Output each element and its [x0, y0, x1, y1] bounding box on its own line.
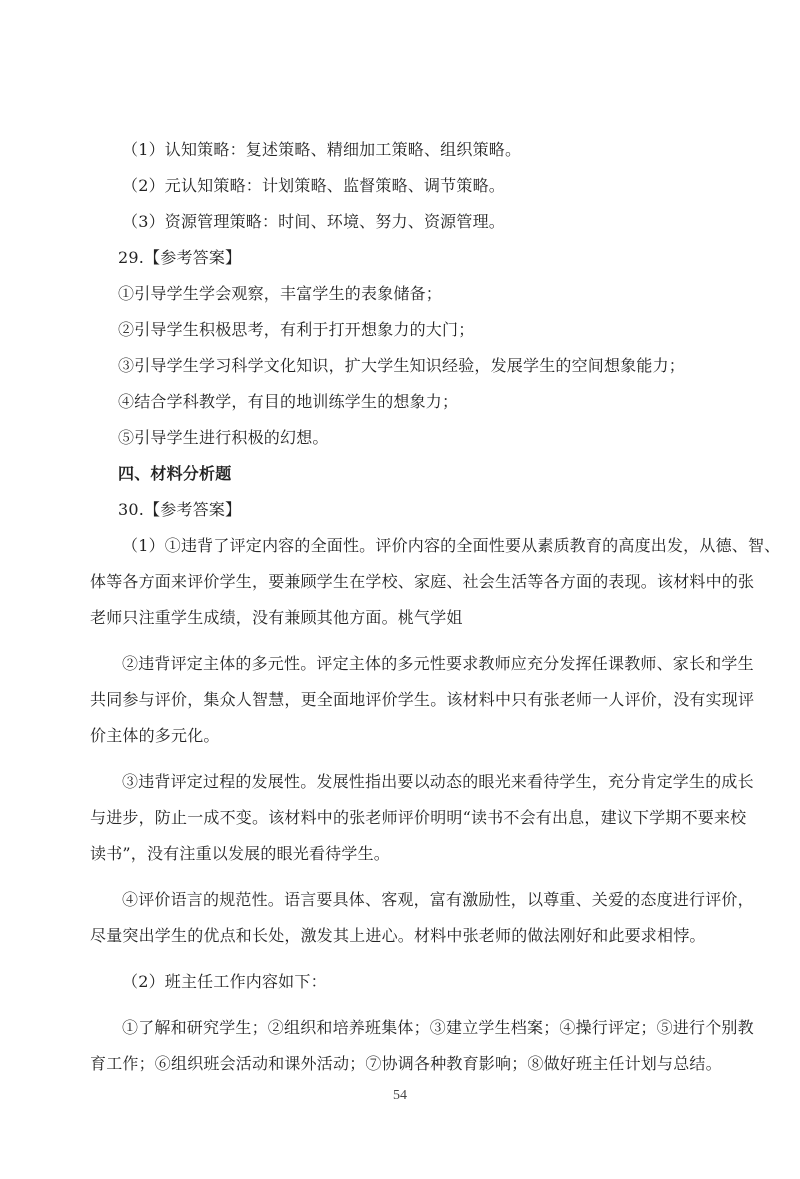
q29-item-2: ②引导学生积极思考，有利于打开想象力的大门； [118, 320, 475, 339]
q30-part1-paragraph-1 [90, 528, 781, 636]
q30-p1-line-1: （1）①违背了评定内容的全面性。评价内容的全面性要从素质教育的高度出发，从德、智、 [122, 536, 781, 555]
q29-item-4: ④结合学科教学，有目的地训练学生的想象力； [118, 392, 459, 411]
q30-p2-line-1: ②违背评定主体的多元性。评定主体的多元性要求教师应充分发挥任课教师、家长和学生 [122, 654, 754, 673]
q30-part1-paragraph-4 [90, 882, 754, 954]
q30-p4-line-2: 尽量突出学生的优点和长处，激发其上进心。材料中张老师的做法刚好和此要求相悖。 [90, 926, 706, 945]
q30-p3-line-3: 读书”，没有注重以发展的眼光看待学生。 [90, 844, 390, 863]
q30-p1-line-2: 体等各方面来评价学生，要兼顾学生在学校、家庭、社会生活等各方面的表现。该材料中的张 [90, 572, 755, 591]
strategy-cognitive: （1）认知策略：复述策略、精细加工策略、组织策略。 [122, 140, 522, 159]
q30-part2-heading: （2）班主任工作内容如下： [122, 972, 327, 991]
q30-part2-line-2: 育工作；⑥组织班会活动和课外活动；⑦协调各种教育影响；⑧做好班主任计划与总结。 [90, 1054, 722, 1073]
q30-p1-line-3: 老师只注重学生成绩，没有兼顾其他方面。桃气学姐 [90, 608, 463, 627]
q30-p2-line-2: 共同参与评价，集众人智慧，更全面地评价学生。该材料中只有张老师一人评价，没有实现评 [90, 690, 755, 709]
strategy-metacognitive: （2）元认知策略：计划策略、监督策略、调节策略。 [122, 176, 505, 195]
q30-heading: 30.【参考答案】 [118, 500, 242, 519]
section-four-heading: 四、材料分析题 [118, 464, 232, 483]
q29-item-5: ⑤引导学生进行积极的幻想。 [118, 428, 329, 447]
q30-part1-paragraph-3 [90, 764, 754, 872]
q30-part2-paragraph [90, 1010, 754, 1082]
page-content [90, 132, 781, 1082]
q30-p4-line-1: ④评价语言的规范性。语言要具体、客观，富有激励性，以尊重、关爱的态度进行评价， [122, 890, 754, 909]
q29-heading: 29.【参考答案】 [118, 248, 242, 267]
q30-part2-line-1: ①了解和研究学生；②组织和培养班集体；③建立学生档案；④操行评定；⑤进行个别教 [122, 1018, 754, 1037]
q30-p3-line-1: ③违背评定过程的发展性。发展性指出要以动态的眼光来看待学生，充分肯定学生的成长 [122, 772, 754, 791]
q30-part1-paragraph-2 [90, 646, 755, 754]
page-number: 54 [393, 1088, 407, 1103]
q29-item-1: ①引导学生学会观察，丰富学生的表象储备； [118, 284, 443, 303]
q29-item-3: ③引导学生学习科学文化知识，扩大学生知识经验，发展学生的空间想象能力； [118, 356, 686, 375]
q30-p2-line-3: 价主体的多元化。 [90, 726, 220, 745]
strategy-resource: （3）资源管理策略：时间、环境、努力、资源管理。 [122, 212, 505, 231]
q30-p3-line-2: 与进步，防止一成不变。该材料中的张老师评价明明“读书不会有出息，建议下学期不要来校 [90, 808, 747, 827]
